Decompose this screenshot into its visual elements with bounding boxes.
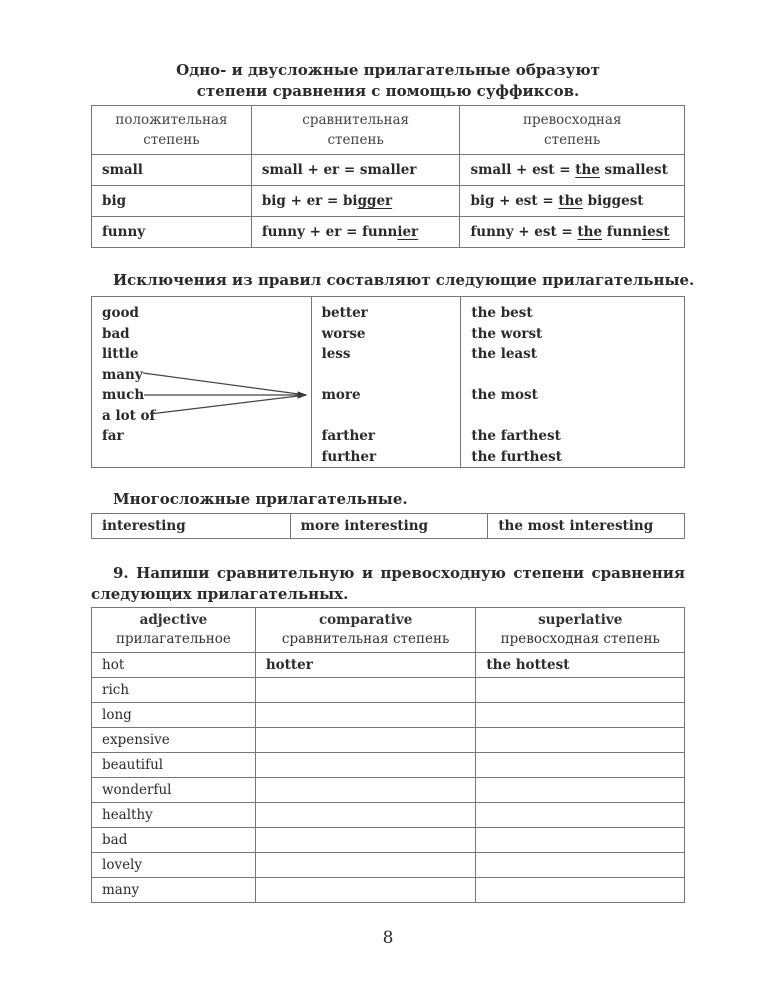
list-item: farther (321, 428, 375, 444)
positive-cell: big (92, 186, 252, 217)
superlative-cell: big + est = the biggest (460, 186, 685, 217)
comparative-answer-cell[interactable] (255, 878, 476, 903)
table-row (92, 778, 685, 803)
superlative-cell: funny + est = the funniest (460, 217, 685, 248)
list-item: much (102, 387, 145, 403)
superlative-answer-cell[interactable] (476, 878, 685, 903)
list-item: bad (102, 325, 130, 342)
comparative-cell: small + er = smaller (251, 155, 460, 186)
superlative-answer-cell[interactable] (476, 703, 685, 728)
list-item: more (321, 387, 361, 403)
comparative-answer-cell[interactable]: hotter (255, 653, 476, 678)
table-row (92, 878, 685, 903)
exercise-table-header (92, 608, 685, 653)
comparative-answer-cell[interactable] (255, 728, 476, 753)
comparative-answer-cell[interactable] (255, 778, 476, 803)
section1-title-line2: степени сравнения с помощью суффиксов. (196, 82, 580, 100)
comparative-cell: big + er = bigger (251, 186, 460, 217)
adjective-cell: expensive (92, 728, 256, 753)
superlative-answer-cell[interactable] (476, 753, 685, 778)
section1-title-line1: Одно- и двусложные прилагательные образуют (176, 61, 600, 79)
positive-cell: funny (92, 217, 252, 248)
table-row (92, 803, 685, 828)
header-superlative: superlative превосходная степень (476, 608, 685, 653)
list-item: the least (471, 346, 538, 362)
table-row (92, 753, 685, 778)
adjective-cell: healthy (92, 803, 256, 828)
superlative-answer-cell[interactable]: the hottest (476, 653, 685, 678)
list-item: worse (321, 325, 366, 342)
list-item: the best (471, 305, 533, 321)
header-comparative: comparative сравнительная степень (255, 608, 476, 653)
table-row (92, 678, 685, 703)
superlative-answer-cell[interactable] (476, 778, 685, 803)
exercise-title (91, 563, 685, 605)
exercise-title-line1: 9. Напиши сравнительную и превосходную степени сравнения (113, 564, 685, 582)
list-item: the furthest (471, 448, 562, 465)
header-comparative: сравнительная степень (251, 106, 460, 155)
exercise-title-line2: следующих прилагательных. (91, 585, 349, 603)
section3-title: Многосложные прилагательные. (113, 490, 408, 508)
comparative-cell: funny + er = funnier (251, 217, 460, 248)
adjective-cell: many (92, 878, 256, 903)
table-row (92, 853, 685, 878)
comparative-answer-cell[interactable] (255, 803, 476, 828)
superlative-answer-cell[interactable] (476, 728, 685, 753)
list-item: the farthest (471, 428, 561, 444)
adjective-cell: bad (92, 828, 256, 853)
table-row (92, 728, 685, 753)
table-row (92, 703, 685, 728)
superlative-answer-cell[interactable] (476, 853, 685, 878)
list-item: further (321, 448, 377, 465)
list-item: little (102, 346, 139, 362)
page-number: 8 (382, 928, 394, 948)
adjective-cell: beautiful (92, 753, 256, 778)
list-item: far (102, 428, 124, 444)
list-item: the most (471, 387, 538, 403)
superlative-cell: the most interesting (488, 514, 685, 539)
header-superlative: превосходная степень (460, 106, 685, 155)
comparative-answer-cell[interactable] (255, 703, 476, 728)
exercise-table (91, 607, 685, 903)
header-positive: положительная степень (92, 106, 252, 155)
adjective-cell: long (92, 703, 256, 728)
list-item: good (102, 305, 139, 321)
list-item: better (321, 305, 368, 321)
adjective-cell: wonderful (92, 778, 256, 803)
comparative-answer-cell[interactable] (255, 678, 476, 703)
list-item: the worst (471, 325, 543, 342)
comparative-answer-cell[interactable] (255, 853, 476, 878)
superlative-answer-cell[interactable] (476, 803, 685, 828)
superlative-answer-cell[interactable] (476, 828, 685, 853)
adjective-cell: lovely (92, 853, 256, 878)
adjective-cell: hot (92, 653, 256, 678)
positive-cell: interesting (92, 514, 291, 539)
positive-cell: small (92, 155, 252, 186)
table-row (92, 514, 685, 539)
adjective-cell: rich (92, 678, 256, 703)
list-item: many (102, 366, 143, 383)
list-item: less (321, 346, 351, 362)
section2-title: Исключения из правил составляют следующие прилагательные. (113, 271, 695, 289)
header-adjective: adjective прилагательное (92, 608, 256, 653)
table-row (92, 828, 685, 853)
comparative-cell: more interesting (290, 514, 488, 539)
comparative-answer-cell[interactable] (255, 753, 476, 778)
superlative-cell: small + est = the smallest (460, 155, 685, 186)
table-row (92, 653, 685, 678)
list-item: a lot of (102, 407, 156, 424)
comparative-answer-cell[interactable] (255, 828, 476, 853)
superlative-answer-cell[interactable] (476, 678, 685, 703)
polysyllabic-table (91, 513, 685, 539)
